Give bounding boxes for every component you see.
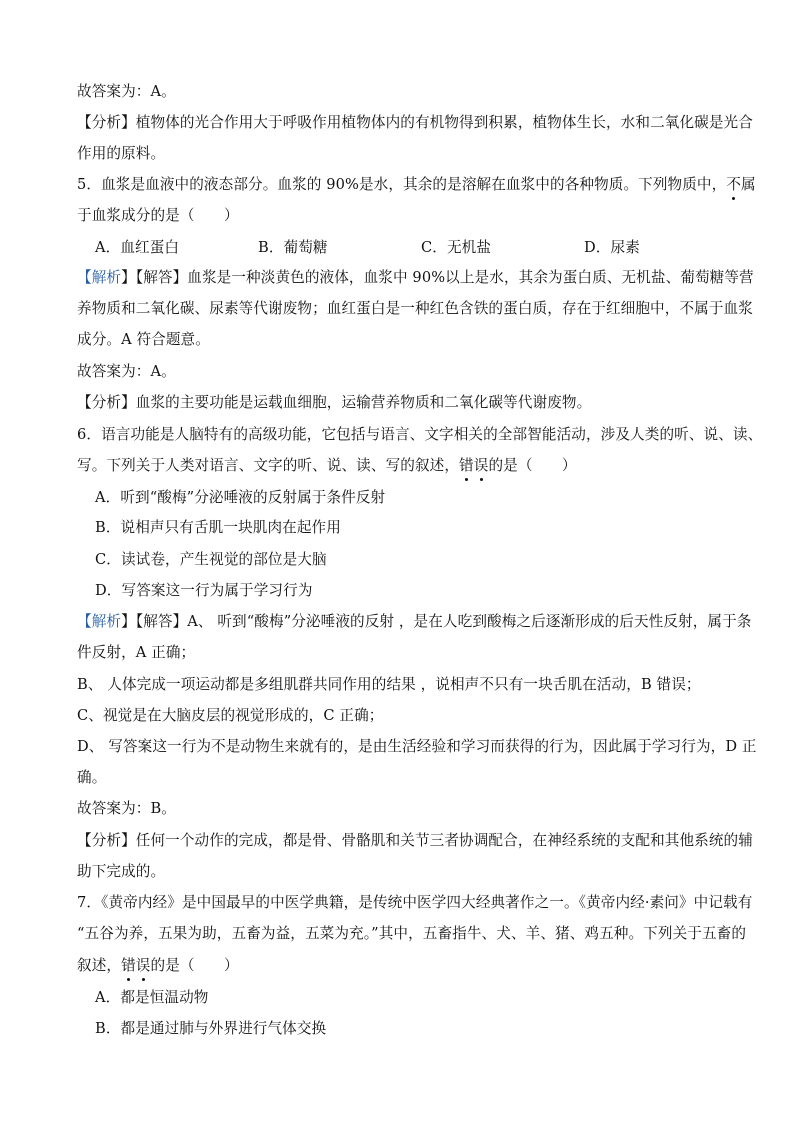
q6-option-a: A．听到“酸梅”分泌唾液的反射属于条件反射	[95, 489, 386, 506]
q7-option-b: B．都是通过肺与外界进行气体交换	[95, 1020, 327, 1037]
emphasis-mark: 错	[121, 957, 136, 974]
q5-analysis: 【分析】血浆的主要功能是运载血细胞，运输营养物质和二氧化碳等代谢废物。	[77, 394, 592, 411]
emphasis-mark: 误	[473, 457, 489, 474]
q5-option-b: B．葡萄糖	[258, 239, 328, 256]
q6-solution-line-6: 确。	[77, 769, 107, 786]
q6-option-d: D．写答案这一行为属于学习行为	[95, 582, 313, 599]
q5-answer: 故答案为：A。	[77, 363, 176, 380]
q6-option-c: C．读试卷，产生视觉的部位是大脑	[95, 551, 327, 568]
q5-solution-line-3: 成分。A 符合题意。	[77, 331, 210, 348]
q6-solution-line-2: 件反射，A 正确；	[77, 644, 196, 661]
q7-stem-line-3: 叙述，错误的是（ ）	[77, 957, 239, 974]
solution-tag: 【解析	[77, 613, 122, 630]
q5-options	[95, 238, 640, 258]
q6-solution-line-1: 【解析】【解答】A、 听到“酸梅”分泌唾液的反射 ，是在人吃到酸梅之后逐渐形成的后天性反射，属于条	[77, 613, 752, 630]
prev-answer: 故答案为：A。	[77, 83, 176, 100]
emphasis-mark: 错	[459, 457, 474, 474]
q6-solution-line-3: B、 人体完成一项运动都是多组肌群共同作用的结果 ，说相声不只有一块舌肌在活动，B 错误；	[77, 676, 701, 693]
q6-analysis-line-1: 【分析】任何一个动作的完成，都是骨、骨骼肌和关节三者协调配合，在神经系统的支配和其他系统的辅	[77, 832, 753, 849]
analysis-tag: 【分析】	[77, 832, 136, 849]
q5-option-d: D．尿素	[584, 239, 640, 256]
q6-solution-line-5: D、 写答案这一行为不是动物生来就有的，是由生活经验和学习而获得的行为，因此属于学习行为，D 正	[77, 738, 757, 755]
q6-solution-line-4: C、视觉是在大脑皮层的视觉形成的，C 正确；	[77, 707, 384, 724]
q7-stem-line-1: 7．《黄帝内经》是中国最早的中医学典籍，是传统中医学四大经典著作之一。《黄帝内经·素问》中记载有	[77, 894, 753, 911]
emphasis-mark: 不	[726, 176, 742, 193]
q6-stem-line-2: 写。下列关于人类对语言、文字的听、说、读、写的叙述，错误的是（ ）	[77, 457, 577, 474]
analysis-tag: 【分析】	[77, 114, 136, 131]
q5-option-c: C．无机盐	[421, 239, 492, 256]
q6-answer: 故答案为：B。	[77, 800, 176, 817]
solution-tag: 【解析	[77, 269, 122, 286]
q5-stem-line-1: 5．血浆是血液中的液态部分。血浆的 90%是水，其余的是溶解在血浆中的各种物质。下列物质中，不属	[77, 176, 756, 193]
q7-stem-line-2: “五谷为养，五果为助，五畜为益，五菜为充。”其中，五畜指牛、犬、羊、猪、鸡五种。下列关于五畜的	[77, 925, 747, 942]
q6-stem-line-1: 6．语言功能是人脑特有的高级功能，它包括与语言、文字相关的全部智能活动，涉及人类的听、说、读、	[77, 426, 763, 443]
q6-option-b: B．说相声只有舌肌一块肌肉在起作用	[95, 519, 341, 536]
q6-analysis-line-2: 助下完成的。	[77, 863, 166, 880]
emphasis-mark: 误	[135, 957, 151, 974]
q5-solution-line-1: 【解析】【解答】血浆是一种淡黄色的液体，血浆中 90%以上是水，其余为蛋白质、无机盐、葡萄糖等营	[77, 269, 754, 286]
analysis-tag: 【分析】	[77, 394, 136, 411]
prev-analysis-line-2: 作用的原料。	[77, 145, 166, 162]
prev-analysis-line-1: 【分析】植物体的光合作用大于呼吸作用植物体内的有机物得到积累，植物体生长，水和二氧化碳是光合	[77, 114, 753, 131]
q5-solution-line-2: 养物质和二氧化碳、尿素等代谢废物；血红蛋白是一种红色含铁的蛋白质，存在于红细胞中，不属于血浆	[77, 300, 753, 317]
q7-option-a: A．都是恒温动物	[95, 989, 209, 1006]
q5-stem-line-2: 于血浆成分的是（ ）	[77, 207, 239, 224]
q5-option-a: A．血红蛋白	[95, 239, 180, 256]
